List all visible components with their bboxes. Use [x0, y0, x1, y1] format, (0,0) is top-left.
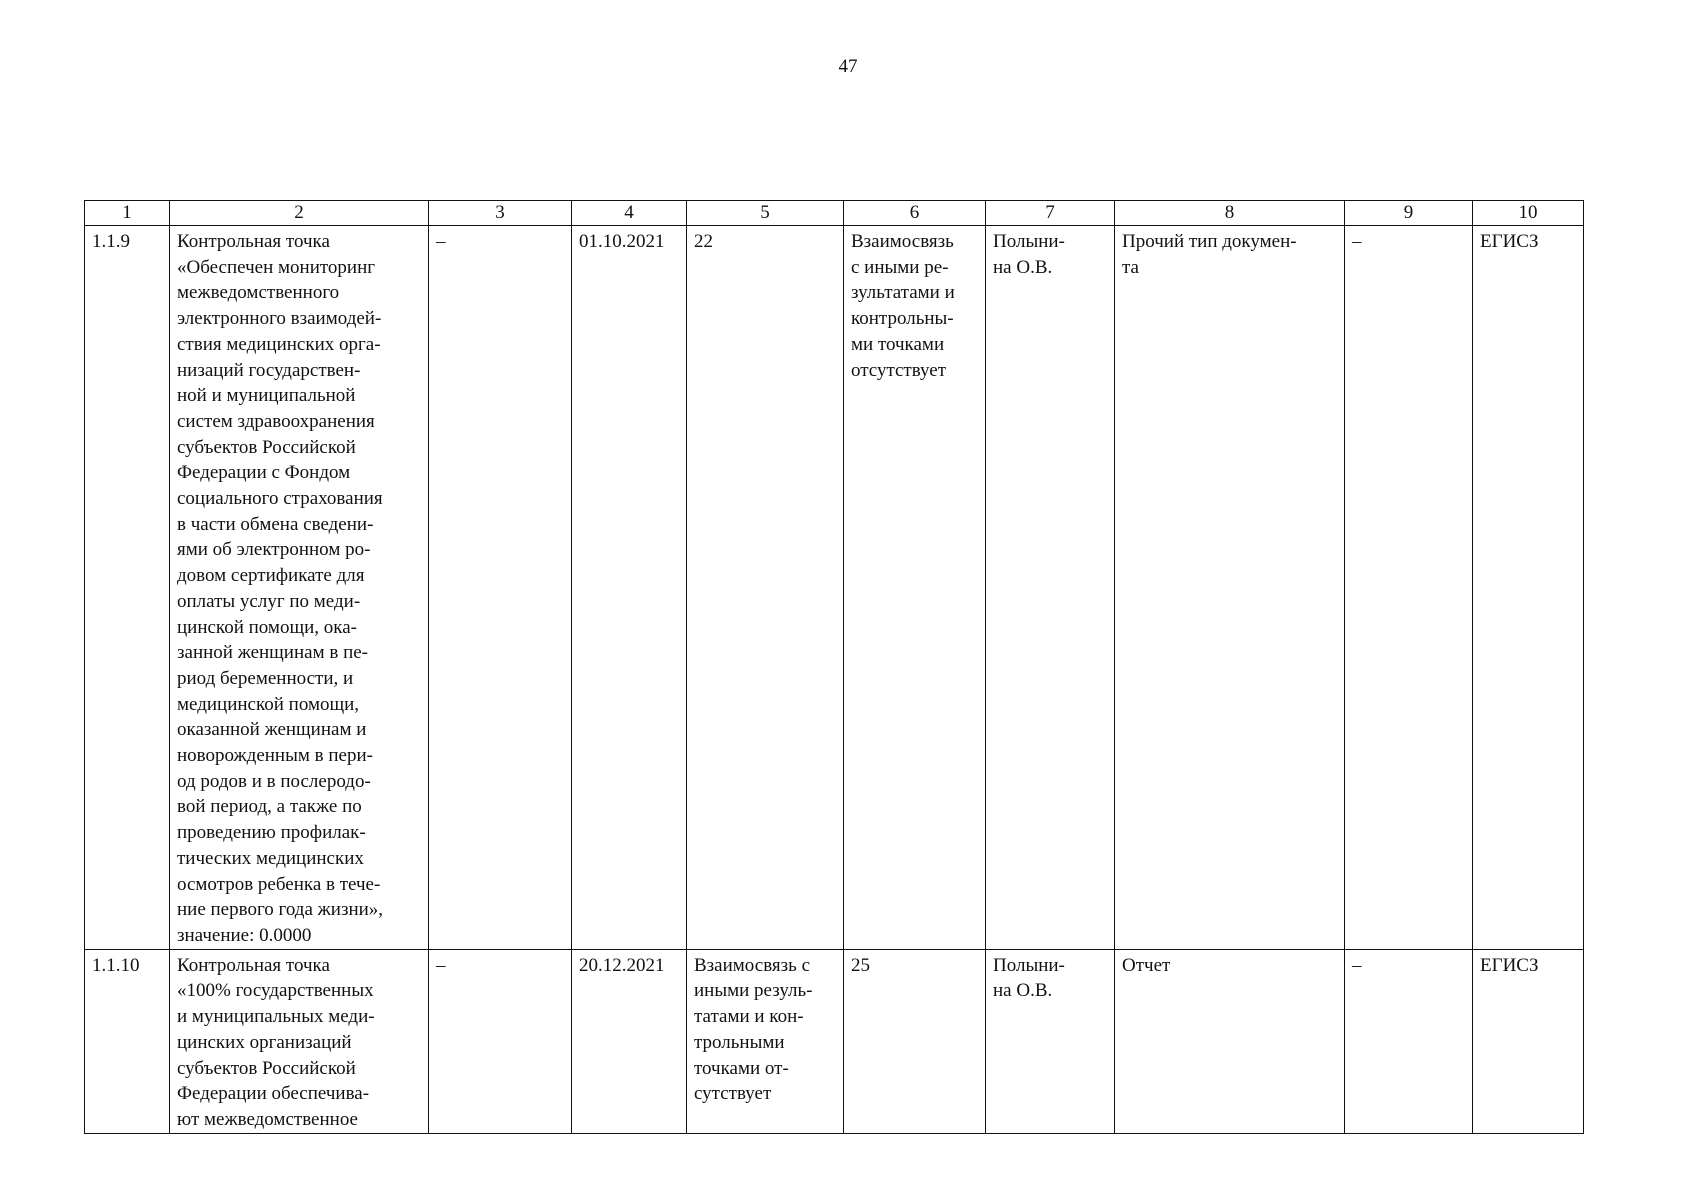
date-value: 20.12.2021: [579, 954, 665, 976]
column-header-3: 3: [429, 201, 572, 226]
doc-type-value: Отчет: [1122, 954, 1171, 976]
page-number: 47: [838, 56, 858, 77]
responsible-cell: [986, 949, 1115, 1133]
system-value: ЕГИСЗ: [1480, 954, 1539, 976]
col3-value: –: [436, 954, 446, 976]
col9-value: –: [1352, 231, 1362, 252]
col5-cell: [687, 949, 844, 1133]
col3-cell: [429, 949, 572, 1133]
document-table: [84, 200, 1584, 1134]
col5-value: Взаимосвязь с иными резуль- татами и кон- трольными точками от- сутствует: [694, 954, 813, 1105]
col6-cell: [844, 226, 986, 950]
column-header-6: 6: [844, 201, 986, 226]
row-number: 1.1.9: [92, 231, 130, 252]
date-cell: [572, 226, 687, 950]
responsible-value: Полыни- на О.В.: [993, 231, 1065, 278]
col6-value: Взаимосвязь с иными ре- зультатами и контрольны- ми точками отсутствует: [851, 231, 955, 381]
column-header-5: 5: [687, 201, 844, 226]
system-cell: [1473, 949, 1584, 1133]
doc-type-cell: [1115, 949, 1345, 1133]
row-number-cell: [85, 226, 170, 950]
col5-value: 22: [694, 231, 713, 252]
col9-cell: [1345, 949, 1473, 1133]
col3-cell: [429, 226, 572, 950]
col6-value: 25: [851, 954, 870, 976]
checkpoint-name: Контрольная точка «100% государственных и муниципальных меди- цинских организаций субъектов Российской Федерации обеспечива- ют межведомственное: [177, 954, 375, 1130]
col9-value: –: [1352, 954, 1362, 976]
checkpoint-name: Контрольная точка «Обеспечен мониторинг межведомственного электронного взаимодей- ствия медицинских орга- низаций государствен- ной и муниципальной систем здравоохранения субъектов Российской Федерации с Фондом социального страхования в части обмена сведени- ями об электронном ро- довом сертификате для оплаты услуг по меди- цинской помощи, ока- занной женщинам в пе- риод беременности, и медицинской помощи, оказанной женщинам и новорожденным в пери- од родов и в послеродо- вой период, а также по проведению профилак- тических медицинских осмотров ребенка в тече- ние первого года жизни», значение: 0.0000: [177, 231, 384, 946]
column-header-7: 7: [986, 201, 1115, 226]
col6-cell: [844, 949, 986, 1133]
col3-value: –: [436, 231, 446, 252]
system-cell: [1473, 226, 1584, 950]
table-row: [85, 226, 1584, 950]
system-value: ЕГИСЗ: [1480, 231, 1539, 252]
column-header-9: 9: [1345, 201, 1473, 226]
date-cell: [572, 949, 687, 1133]
responsible-value: Полыни- на О.В.: [993, 954, 1065, 1002]
doc-type-cell: [1115, 226, 1345, 950]
column-header-8: 8: [1115, 201, 1345, 226]
name-cell: [170, 949, 429, 1133]
name-cell: [170, 226, 429, 950]
col5-cell: [687, 226, 844, 950]
column-header-1: 1: [85, 201, 170, 226]
column-numbers-row: [85, 201, 1584, 226]
column-header-10: 10: [1473, 201, 1584, 226]
row-number: 1.1.10: [92, 954, 140, 976]
responsible-cell: [986, 226, 1115, 950]
date-value: 01.10.2021: [579, 231, 665, 252]
col9-cell: [1345, 226, 1473, 950]
doc-type-value: Прочий тип докумен- та: [1122, 231, 1297, 278]
column-header-2: 2: [170, 201, 429, 226]
column-header-4: 4: [572, 201, 687, 226]
table-row: [85, 949, 1584, 1133]
row-number-cell: [85, 949, 170, 1133]
